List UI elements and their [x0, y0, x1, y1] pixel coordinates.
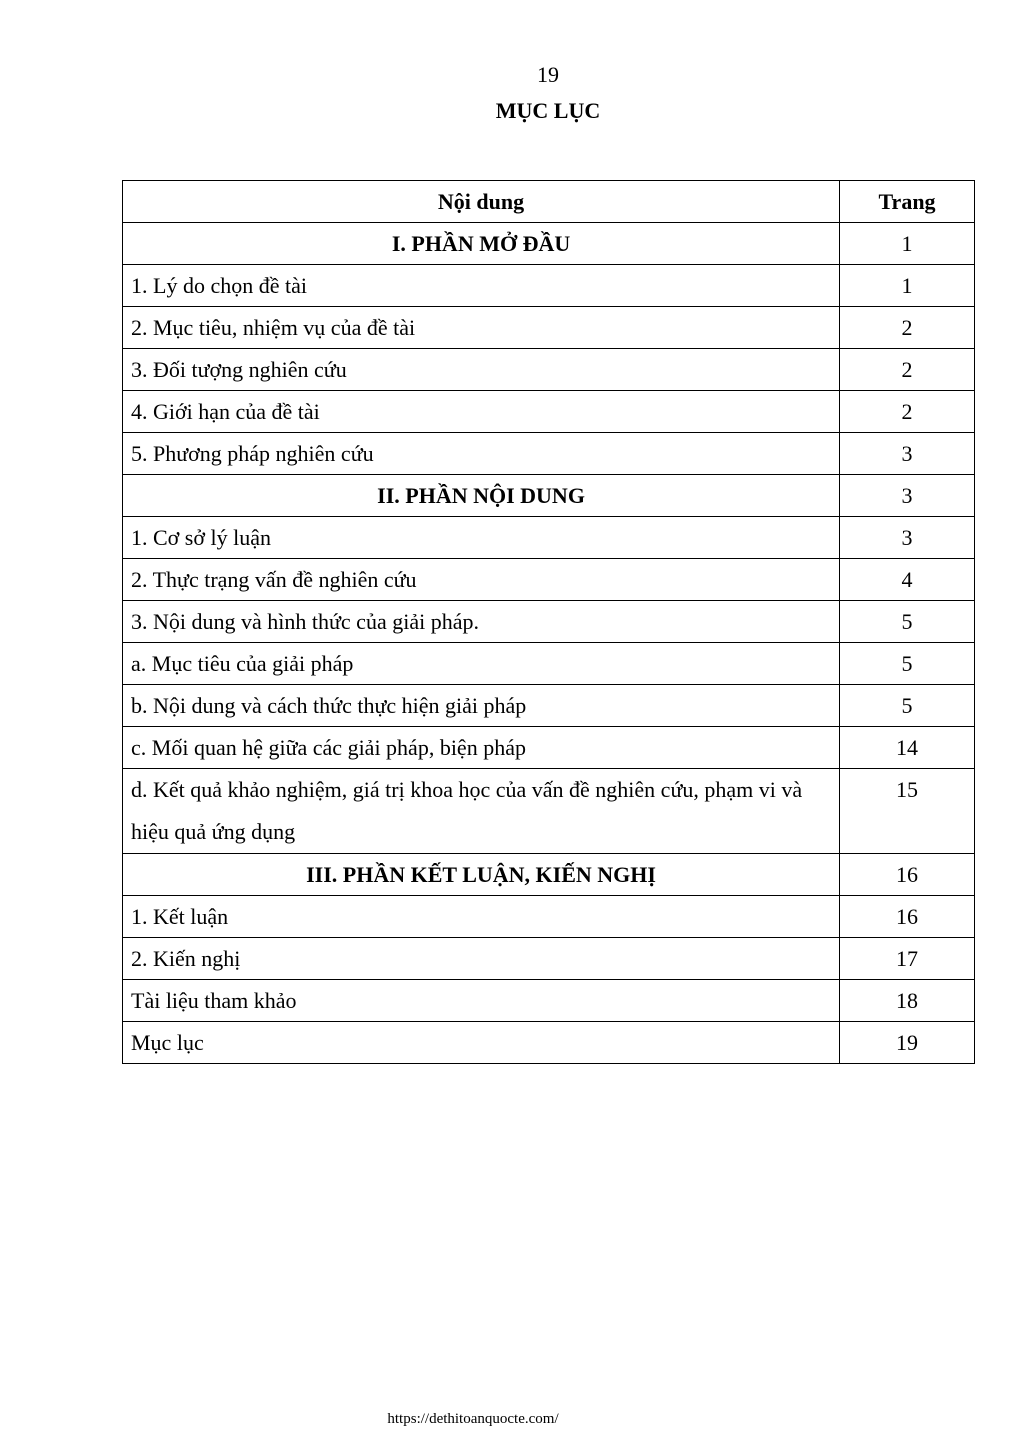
row-page: 5 [840, 685, 975, 727]
row-content: Tài liệu tham khảo [123, 980, 840, 1022]
page-number: 19 [537, 62, 559, 87]
header-content: Nội dung [123, 181, 840, 223]
table-row [123, 980, 975, 1022]
row-page: 2 [840, 307, 975, 349]
table-row [123, 349, 975, 391]
table-row [123, 643, 975, 685]
row-page: 16 [840, 896, 975, 938]
table-header-row [123, 181, 975, 223]
table-row [123, 559, 975, 601]
row-page: 3 [840, 433, 975, 475]
row-page: 5 [840, 601, 975, 643]
section-row [123, 854, 975, 896]
table-row [123, 601, 975, 643]
table-row [123, 307, 975, 349]
header-page: Trang [840, 181, 975, 223]
table-row [123, 265, 975, 307]
row-page: 17 [840, 938, 975, 980]
row-content: 2. Thực trạng vấn đề nghiên cứu [123, 559, 840, 601]
table-row [123, 517, 975, 559]
table-row [123, 391, 975, 433]
row-content: 2. Kiến nghị [123, 938, 840, 980]
row-content: 3. Đối tượng nghiên cứu [123, 349, 840, 391]
section-row [123, 223, 975, 265]
row-content: 4. Giới hạn của đề tài [123, 391, 840, 433]
row-content: Mục lục [123, 1022, 840, 1064]
row-content: 5. Phương pháp nghiên cứu [123, 433, 840, 475]
row-content: 1. Kết luận [123, 896, 840, 938]
row-content: 1. Lý do chọn đề tài [123, 265, 840, 307]
row-page: 2 [840, 349, 975, 391]
row-page: 15 [840, 769, 975, 854]
row-content: 2. Mục tiêu, nhiệm vụ của đề tài [123, 307, 840, 349]
row-content: I. PHẦN MỞ ĐẦU [123, 223, 840, 265]
table-row [123, 896, 975, 938]
row-page: 1 [840, 265, 975, 307]
row-page: 18 [840, 980, 975, 1022]
toc-body [123, 223, 975, 1064]
row-page: 2 [840, 391, 975, 433]
row-content: d. Kết quả khảo nghiệm, giá trị khoa học của vấn đề nghiên cứu, phạm vi và hiệu quả ứng dụng [123, 769, 840, 854]
table-row [123, 433, 975, 475]
row-content: 3. Nội dung và hình thức của giải pháp. [123, 601, 840, 643]
table-row [123, 1022, 975, 1064]
row-content: c. Mối quan hệ giữa các giải pháp, biện pháp [123, 727, 840, 769]
table-row [123, 727, 975, 769]
row-content: III. PHẦN KẾT LUẬN, KIẾN NGHỊ [123, 854, 840, 896]
row-page: 1 [840, 223, 975, 265]
section-row [123, 475, 975, 517]
row-page: 4 [840, 559, 975, 601]
row-page: 14 [840, 727, 975, 769]
row-page: 19 [840, 1022, 975, 1064]
row-page: 5 [840, 643, 975, 685]
row-content: 1. Cơ sở lý luận [123, 517, 840, 559]
row-content: b. Nội dung và cách thức thực hiện giải pháp [123, 685, 840, 727]
table-row [123, 938, 975, 980]
table-row [123, 685, 975, 727]
row-page: 16 [840, 854, 975, 896]
table-row [123, 769, 975, 854]
table-of-contents [122, 180, 975, 1064]
page-title: MỤC LỤC [495, 98, 601, 123]
footer-url: https://dethitoanquocte.com/ [387, 1411, 559, 1427]
row-content: a. Mục tiêu của giải pháp [123, 643, 840, 685]
row-content: II. PHẦN NỘI DUNG [123, 475, 840, 517]
row-page: 3 [840, 475, 975, 517]
row-page: 3 [840, 517, 975, 559]
